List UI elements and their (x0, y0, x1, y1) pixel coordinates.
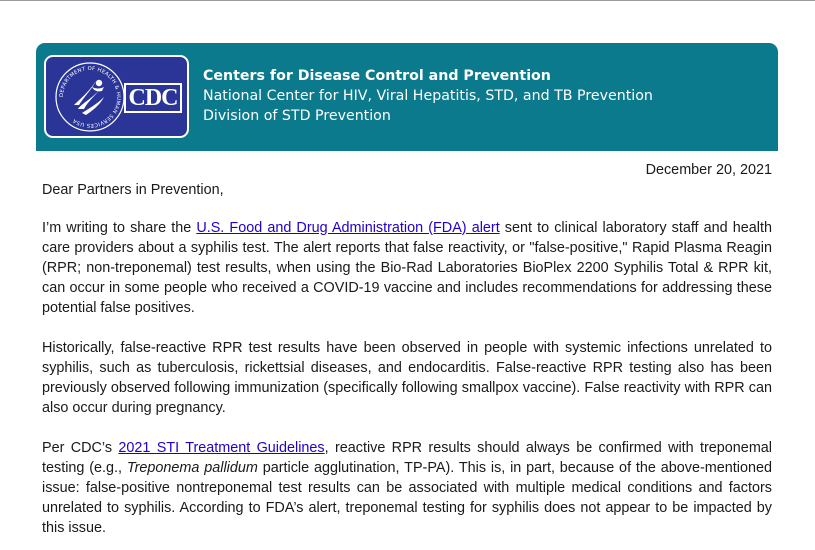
p3-italic-term: Treponema pallidum (126, 460, 258, 476)
p1-text-end: sent to clinical laboratory staff and health care providers about a syphilis test. The alert reports that false reactivity, or "false-positive," Rapid Plasma Reagin (RPR; non-treponemal) test results, when using the Bio-Rad Laboratories BioPlex 2200 Syphilis Total & RPR kit, can occur in some people who received a COVID-19 vaccine and includes recommendations for addressing these potential false positives. (42, 220, 772, 316)
division-name: Division of STD Prevention (203, 108, 391, 124)
p3-text-end: particle agglutination, TP-PA). This is, in part, because of the above-mentioned issue: false-positive nontreponemal test results can be associated with multiple medical conditions and factors unrelated to syphilis. According to FDA’s alert, treponemal testing for syphilis does not appear to be impacted by this issue. (42, 460, 772, 536)
seal-text: DEPARTMENT OF HEALTH & HUMAN SERVICES USA (58, 65, 122, 129)
sti-guidelines-link[interactable]: 2021 STI Treatment Guidelines (118, 440, 325, 456)
p3-text-middle: , reactive RPR results should always be confirmed with treponemal testing (e.g., (42, 440, 773, 476)
svg-text:DEPARTMENT OF HEALTH & HUMAN S (59, 66, 121, 128)
top-divider (0, 0, 815, 1)
letter-date: December 20, 2021 (645, 162, 772, 178)
salutation: Dear Partners in Prevention, (42, 182, 224, 198)
letter-body (42, 160, 772, 550)
header-text (203, 66, 653, 126)
cdc-header-banner (36, 43, 778, 151)
p1-text-start: I’m writing to share the (42, 220, 197, 236)
cdc-wordmark: CDC (124, 83, 182, 113)
paragraph-fda-alert (42, 218, 772, 318)
center-name: National Center for HIV, Viral Hepatitis, STD, and TB Prevention (203, 88, 653, 104)
hhs-seal-icon (52, 59, 128, 135)
fda-alert-link[interactable]: U.S. Food and Drug Administration (FDA) alert (196, 220, 500, 236)
paragraph-guidelines (42, 438, 772, 538)
paragraph-history: Historically, false-reactive RPR test results have been observed in people with systemic infections unrelated to syphilis, such as tuberculosis, rickettsial diseases, and endocarditis. False-reactive RPR testing also has been previously observed following immunization (specifically following smallpox vaccine). False reactivity with RPR can also occur during pregnancy. (42, 340, 772, 416)
cdc-logo (44, 55, 189, 138)
p3-text-start: Per CDC’s (42, 440, 119, 456)
org-name: Centers for Disease Control and Prevention (203, 68, 551, 84)
